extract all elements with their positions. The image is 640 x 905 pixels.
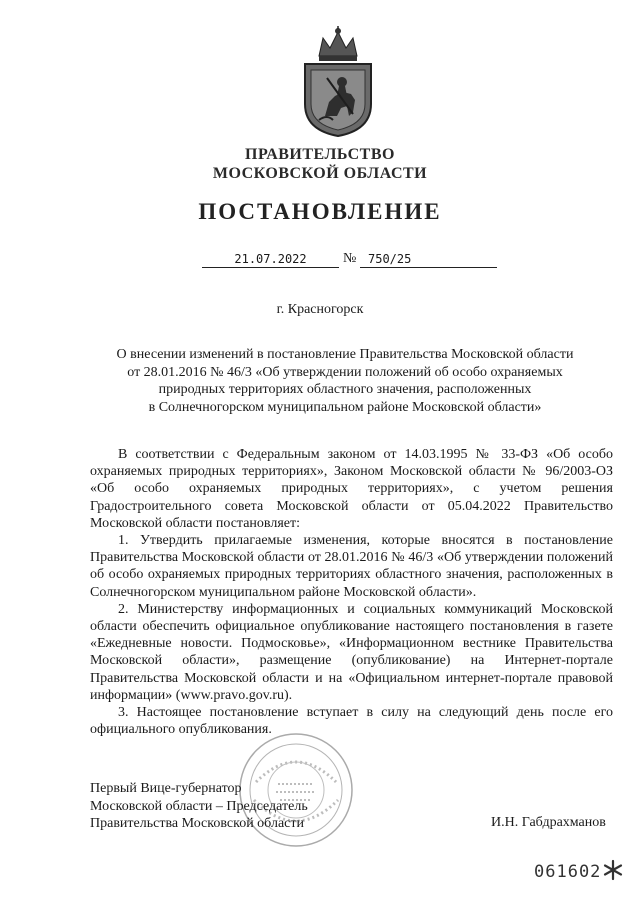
subject-line: природных территориях областного значения, расположенных xyxy=(158,382,532,397)
document-subject xyxy=(110,346,580,416)
body-paragraph-1: 1. Утвердить прилагаемые изменения, которые вносятся в постановление Правительства Московской области от 28.01.2016 № 46/3 «Об утверждении положений об особо охраняемых природных территориях областного значения, расположенных в Солнечногорском муниципальном районе Московской области». xyxy=(90,533,613,600)
signatory-title-line: Первый Вице-губернатор xyxy=(90,781,242,796)
serial-number: 061602 xyxy=(534,862,602,882)
subject-line: от 28.01.2016 № 46/3 «Об утверждении положений об особо охраняемых xyxy=(127,364,563,380)
body-paragraph-2: 2. Министерству информационных и социальных коммуникаций Московской области обеспечить официальное опубликование настоящего постановления в газете «Ежедневные новости. Подмосковье», «Информационном вестнике Правительства Московской области», размещение (опубликование) на Интернет-портале Правительства Московской области и на «Официальном интернет-портале правовой информации» (www.pravo.gov.ru). xyxy=(90,601,613,703)
government-name-line2: МОСКОВСКОЙ ОБЛАСТИ xyxy=(212,165,428,182)
subject-line: О внесении изменений в постановление Правительства Московской области xyxy=(116,347,574,362)
document-date: 21.07.2022 xyxy=(202,251,339,268)
signatory-title xyxy=(90,780,308,833)
document-body xyxy=(90,446,613,738)
body-paragraph-3: 3. Настоящее постановление вступает в силу на следующий день после его официального опубликования. xyxy=(90,705,613,738)
government-name-line1: ПРАВИТЕЛЬСТВО xyxy=(245,146,395,163)
document-type-title: ПОСТАНОВЛЕНИЕ xyxy=(198,199,442,224)
signatory-title-line: Московской области – Председатель xyxy=(90,798,308,814)
document-number: 750/25 xyxy=(360,251,497,268)
coat-of-arms-icon xyxy=(297,26,379,138)
signatory-name: И.Н. Габдрахманов xyxy=(491,815,606,830)
place-of-issue: г. Красногорск xyxy=(276,302,364,317)
asterisk-icon xyxy=(601,858,625,882)
body-paragraph-preamble: В соответствии с Федеральным законом от 14.03.1995 № 33-ФЗ «Об особо охраняемых природных территориях», Законом Московской области № 96/2003-ОЗ «Об особо охраняемых природных территориях», с учетом решения Градостроительного совета Московской области от 05.04.2022 Правительство Московской области постановляет: xyxy=(90,447,613,531)
subject-line: в Солнечногорском муниципальном районе Московской области» xyxy=(148,399,542,415)
signatory-title-line: Правительства Московской области xyxy=(90,816,304,831)
number-sign: № xyxy=(343,251,357,266)
